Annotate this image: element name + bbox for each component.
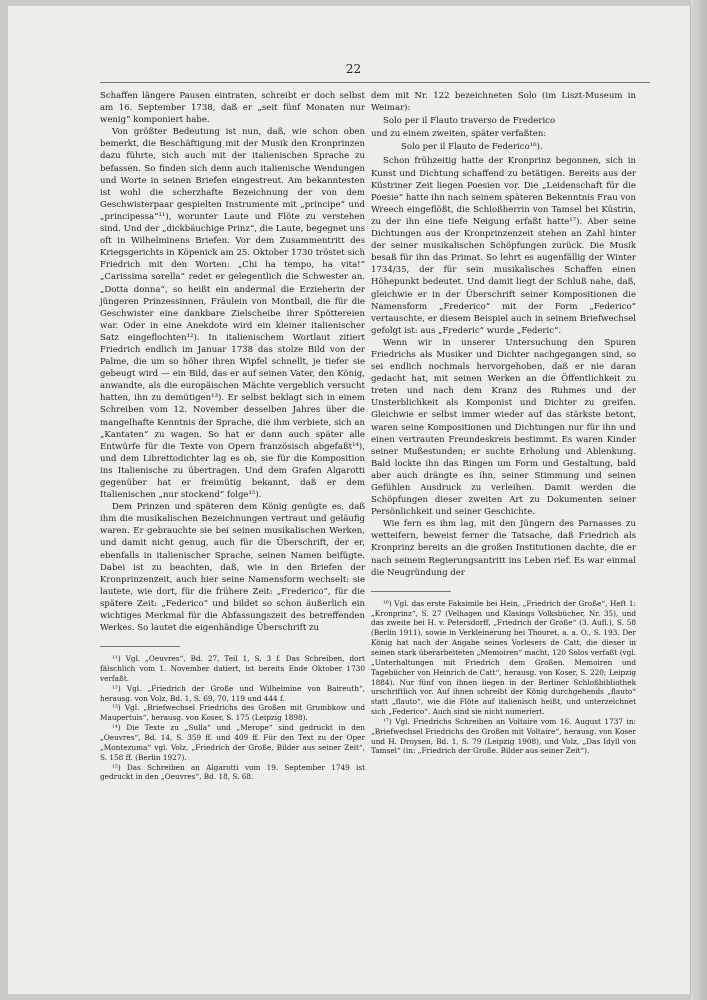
page-edge [691, 0, 707, 1000]
footnote-17: ¹⁷) Vgl. Friedrichs Schreiben an Voltaire vom 16. August 1737 in: „Briefwechsel Friedrichs des Großen mit Voltaire“, herausg. von Koser und H. Droysen, Bd. 1, S. 79 (Leipzig 1908), und Volz, „Das Idyll von Tamsel“ (in: „Friedrich der Große. Bilder aus seiner Zeit“). [371, 716, 636, 756]
footnote-12: ¹²) Vgl. „Friedrich der Große und Wilhelmine von Baireuth“, herausg. von Volz, Bd. 1, S. 69, 70, 119 und 444 f. [100, 683, 365, 703]
left-footnote-rule [100, 646, 180, 647]
page-number: 22 [345, 62, 362, 76]
left-paragraph-1: Schaffen längere Pausen eintraten, schreibt er doch selbst am 16. September 1738, daß er „seit fünf Monaten nur wenig“ komponiert habe. [100, 91, 365, 126]
right-intro: dem mit Nr. 122 bezeichneten Solo (im Liszt-Museum in Weimar): [371, 91, 636, 114]
left-paragraph-3: Dem Prinzen und späteren dem König genügte es, daß ihm die musikalischen Bezeichnungen vertraut und geläufig waren. Er gebrauchte sie bei seinen musikalischen Werken, und damit nicht genug, auch für die Überschrift, der er, ebenfalls in italienischer Sprache, seinen Namen beifügte. Dabei ist zu beachten, daß, wie in den Briefen der Kronprinzenzeit, auch hier seine Namensform wechselt: sie lautete, wie dort, für die frühere Zeit: „Frederico“, für die spätere Zeit: „Federico“ und bildet so schon äußerlich ein wichtiges Merkmal für die Abfassungszeit des betreffenden Werkes. So lautet die eigenhändige Überschrift zu [100, 502, 365, 634]
quote-solo-2: Solo per il Flauto de Federico¹⁶). [401, 142, 543, 153]
header-rule [100, 82, 650, 83]
footnote-14: ¹⁴) Die Texte zu „Sulla“ und „Merope“ sind gedruckt in den „Oeuvres“, Bd. 14, S. 359 ff. und 409 ff. Für den Text zu der Oper „Montezuma“ vgl. Volz, „Friedrich der Große, Bilder aus seiner Zeit“, S. 158 ff. (Berlin 1927). [100, 723, 365, 762]
right-paragraph-3: Wie fern es ihm lag, mit den Jüngern des Parnasses zu wetteifern, beweist ferner die Tatsache, daß Friedrich als Kronprinz bereits an die großen Institutionen dachte, die er nach seinem Regierungsantritt ins Leben rief. Es war einmal die Neugründung der [371, 519, 636, 578]
right-column [371, 90, 636, 756]
right-paragraph-1: Schon frühzeitig hatte der Kronprinz begonnen, sich in Kunst und Dichtung schaffend zu betätigen. Bereits aus der Küstriner Zeit liegen Poesien vor. Die „Leidenschaft für die Poesie“ hatte ihn nach seinem späteren Bekenntnis Frau von Wreech eingeflößt, die Schloßherrin von Tamsel bei Küstrin, zu der ihn eine tiefe Neigung erfaßt hatte¹⁷). Aber seine Dichtungen aus der Kronprinzenzeit stehen an Zahl hinter der seiner musikalischen Schöpfungen zurück. Die Musik besaß für ihn das Primat. So lehrt es augenfällig der Winter 1734/35, der für sein musikalisches Schaffen einen Höhepunkt bedeutet. Und damit liegt der Schluß nahe, daß, gleichwie er in der Überschrift seiner Kompositionen die Namensform „Frederico“ mit der Form „Federico“ vertauschte, er diesem Beispiel auch in seinem Briefwechsel gefolgt ist: aus „Frederic“ wurde „Federic“. [371, 156, 636, 336]
footnote-16: ¹⁶) Vgl. das erste Faksimile bei Hein, „Friedrich der Große“, Heft 1: „Kronprinz“, S. 27 (Velhagen und Klasings Volksbücher, Nr. 35), und das zweite bei H. v. Petersdorff, „Friedrich der Große“ (3. Aufl.), S. 58 (Berlin 1911), sowie in Verkleinerung bei Thouret, a. a. O., S. 193. Der König hat nach der Angabe seines Vorlesers de Catt, die dieser in seinen stark überarbeiteten „Memoiren“ macht, 120 Solos verfaßt (vgl. „Unterhaltungen mit Friedrich dem Großen. Memoiren und Tagebücher von Heinrich de Catt“, herausg. von Koser, S. 220; Leipzig 1884). Nur fünf von ihnen liegen in der Berliner Schloßbibliothek urschriftlich vor. Auf ihnen schreibt der König durchgehends „flauto“ statt „flauto“, wie die Flöte auf italienisch heißt, und unterzeichnet sich „Federico“. Auch sind sie nicht numeriert. [371, 598, 636, 717]
footnote-13: ¹³) Vgl. „Briefwechsel Friedrichs des Großen mit Grumbkow und Maupertuis“, herausg. von Koser, S. 175 (Leipzig 1898). [100, 703, 365, 723]
right-footnote-rule [371, 591, 451, 592]
left-column [100, 90, 365, 782]
footnote-15: ¹⁵) Das Schreiben an Algarotti vom 19. September 1749 ist gedruckt in den „Oeuvres“, Bd. 18, S. 68. [100, 762, 365, 782]
right-paragraph-2: Wenn wir in unserer Untersuchung den Spuren Friedrichs als Musiker und Dichter nachgegangen sind, so sei endlich nochmals hervorgehoben, daß er nie daran gedacht hat, mit seinen Werken an die Öffentlichkeit zu treten und nach dem Kranz des Ruhmes und der Unsterblichkeit als Komponist und Dichter zu greifen. Gleichwie er selbst immer wieder auf das stärkste betont, waren seine Kompositionen und Dichtungen nur für ihn und einen vertrauten Freundeskreis bestimmt. Es waren Kinder seiner Mußestunden; er suchte Erholung und Ablenkung. Bald lockte ihn das Ringen um Form und Gestaltung, bald aber auch drängte es ihn, seiner Stimmung und seinen Gefühlen Ausdruck zu verleihen. Damit werden die Schöpfungen dieser zweiten Art zu Dokumenten seiner Persönlichkeit und seiner Geschichte. [371, 337, 636, 518]
footnote-11: ¹¹) Vgl. „Oeuvres“, Bd. 27, Teil 1, S. 3 f. Das Schreiben, dort fälschlich vom 1. November datiert, ist bereits Ende Oktober 1730 verfaßt. [100, 654, 365, 683]
left-paragraph-2: Von größter Bedeutung ist nun, daß, wie schon oben bemerkt, die Beschäftigung mit der Musik den Kronprinzen dazu führte, sich auch mit der italienischen Sprache zu befassen. So finden sich denn auch italienische Wendungen und Worte in seinen Briefen eingestreut. Am bekanntesten ist wohl die scherzhafte Bezeichnung der von dem Geschwisterpaar gespielten Instrumente mit „principe“ und „principessa“¹¹), worunter Laute und Flöte zu verstehen sind. Und der „dickbäuchige Prinz“, die Laute, begegnet uns oft in Wilhelminens Briefen. Vor dem Zusammentritt des Kriegsgerichts in Köpenick am 25. Oktober 1730 tröstet sich Friedrich mit den Worten: „Chi ha tempo, ha vita!“ „Carissima sorella“ redet er gelegentlich die Schwester an. „Dotta donna“, so heißt ein andermal die Erzieherin der jüngeren Prinzessinnen, Fräulein von Montbail, die für die Geschwister eine dankbare Zielscheibe ihrer Spöttereien war. Oder in eine Anekdote wird ein kleiner italienischer Satz eingeflochten¹²). In italienischem Wortlaut zitiert Friedrich endlich im Januar 1738 das stolze Bild von der Palme, die um so höher ihren Wipfel schnellt, je tiefer sie gebeugt wird — ein Bild, das er auf seinen Vater, den König, anwandte, als die europäischen Mächte vergeblich versucht hatten, ihn zu demütigen¹³). Er selbst beklagt sich in einem Schreiben vom 12. November desselben Jahres über die mangelhafte Kenntnis der Sprache, die ihm verbiete, sich an „Kantaten“ zu wagen. So hat er dann auch später alle Entwürfe für die Texte von Opern französisch abgefaßt¹⁴), und dem Librettodichter lag es ob, sie für die Komposition ins Italienische zu übertragen. Und dem Grafen Algarotti gegenüber hat er freimütig bekannt, daß er dem Italienischen „nur stockend“ folge¹⁵). [100, 127, 365, 501]
quote-intro-2: und zu einem zweiten, später verfaßten: [371, 129, 547, 140]
quote-solo-1: Solo per il Flauto traverso de Frederico [383, 116, 556, 127]
